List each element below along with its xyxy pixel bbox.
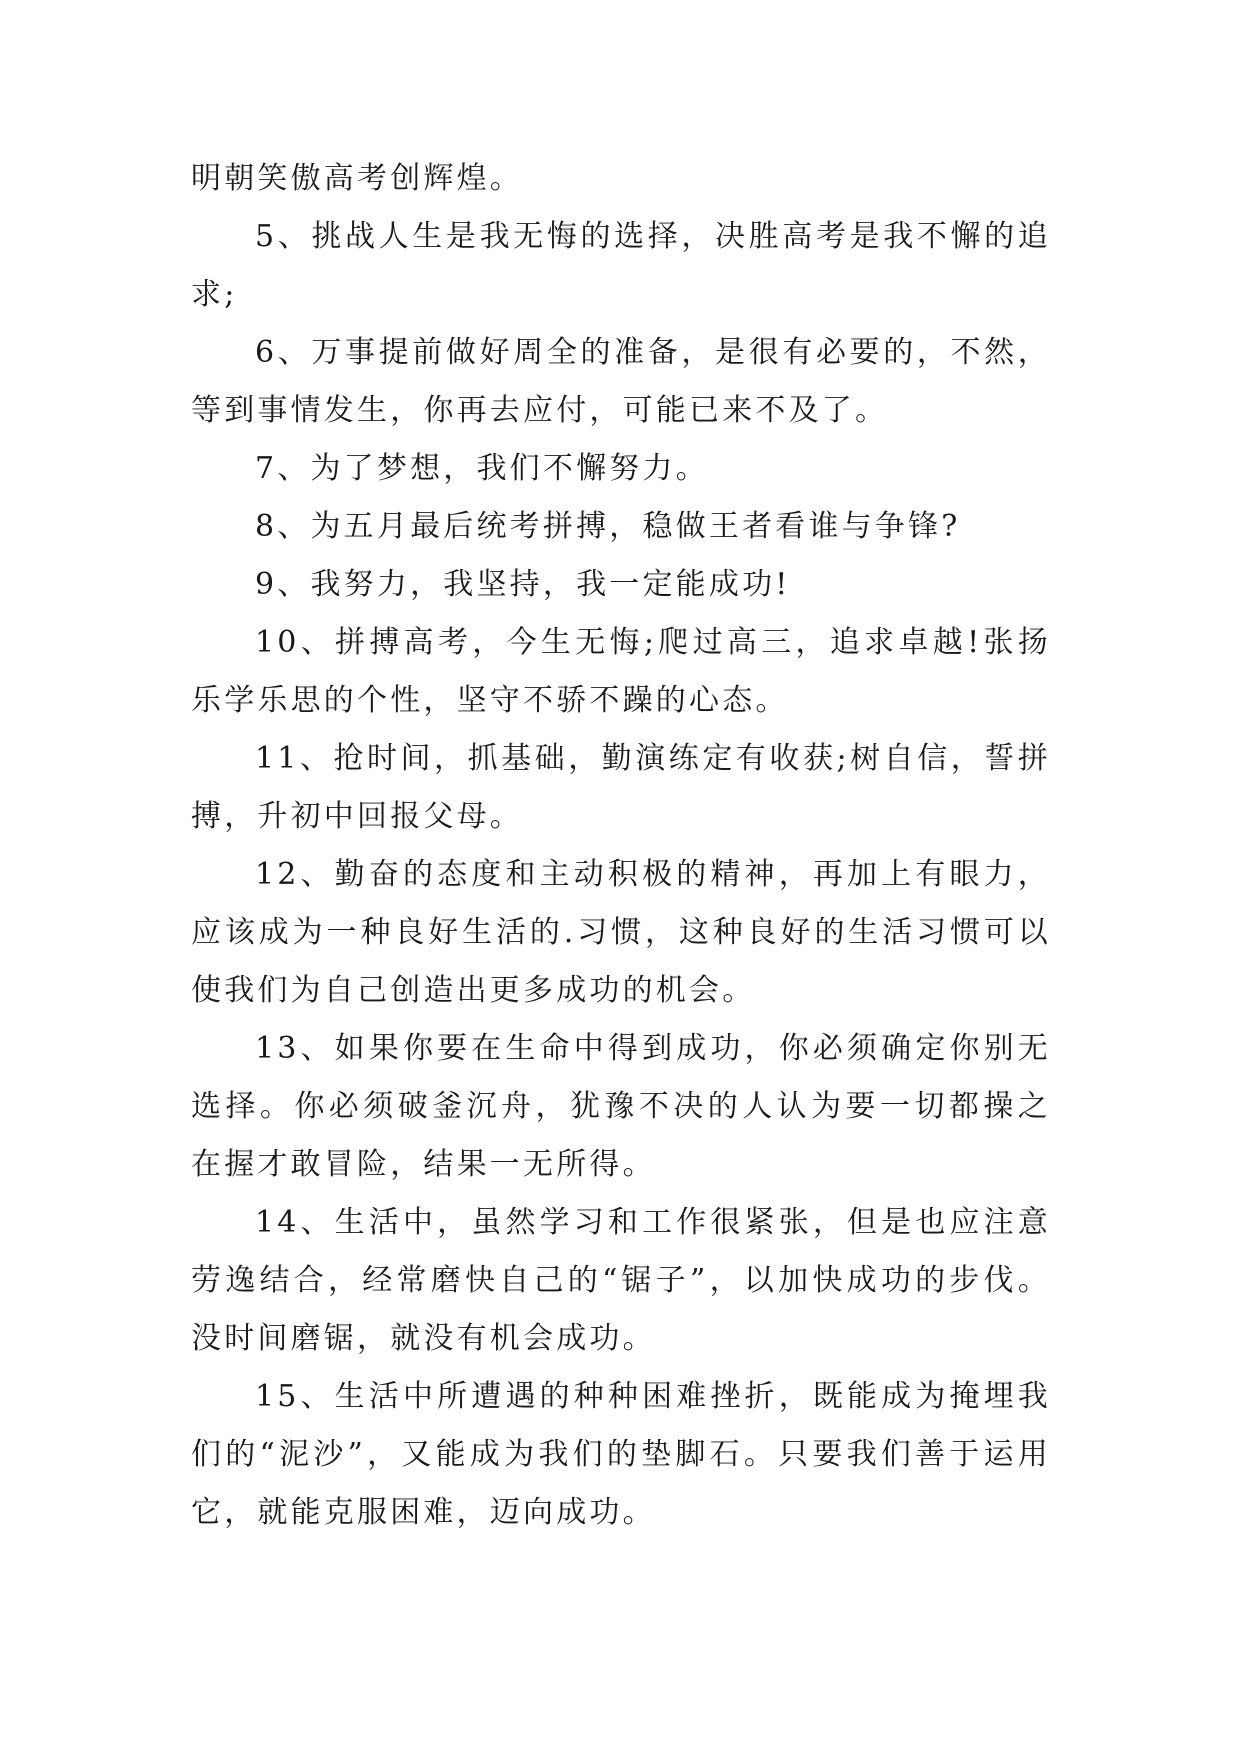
paragraph-item-12: 12、勤奋的态度和主动积极的精神，再加上有眼力，应该成为一种良好生活的.习惯，这种良好的生活习惯可以使我们为自己创造出更多成功的机会。 — [191, 857, 1051, 1008]
paragraph-item-5: 5、挑战人生是我无悔的选择，决胜高考是我不懈的追求; — [191, 219, 1051, 312]
paragraph-item-10: 10、拼搏高考，今生无悔;爬过高三，追求卓越!张扬乐学乐思的个性，坚守不骄不躁的心态。 — [191, 625, 1051, 718]
paragraph-item-7: 7、为了梦想，我们不懈努力。 — [255, 451, 709, 486]
paragraph-item-14: 14、生活中，虽然学习和工作很紧张，但是也应注意劳逸结合，经常磨快自己的“锯子”，以加快成功的步伐。没时间磨锯，就没有机会成功。 — [191, 1205, 1051, 1356]
paragraph-item-13: 13、如果你要在生命中得到成功，你必须确定你别无选择。你必须破釜沉舟，犹豫不决的人认为要一切都操之在握才敢冒险，结果一无所得。 — [191, 1031, 1051, 1182]
paragraph-item-9: 9、我努力，我坚持，我一定能成功! — [255, 567, 791, 602]
paragraph-item-15: 15、生活中所遭遇的种种困难挫折，既能成为掩埋我们的“泥沙”，又能成为我们的垫脚石。只要我们善于运用它，就能克服困难，迈向成功。 — [191, 1379, 1051, 1530]
document-body — [191, 150, 1051, 1542]
paragraph-continuation: 明朝笑傲高考创辉煌。 — [191, 161, 523, 196]
paragraph-item-8: 8、为五月最后统考拼搏，稳做王者看谁与争锋? — [255, 509, 961, 544]
paragraph-item-6: 6、万事提前做好周全的准备，是很有必要的，不然，等到事情发生，你再去应付，可能已来不及了。 — [191, 335, 1051, 428]
paragraph-item-11: 11、抢时间，抓基础，勤演练定有收获;树自信，誓拼搏，升初中回报父母。 — [191, 741, 1051, 834]
